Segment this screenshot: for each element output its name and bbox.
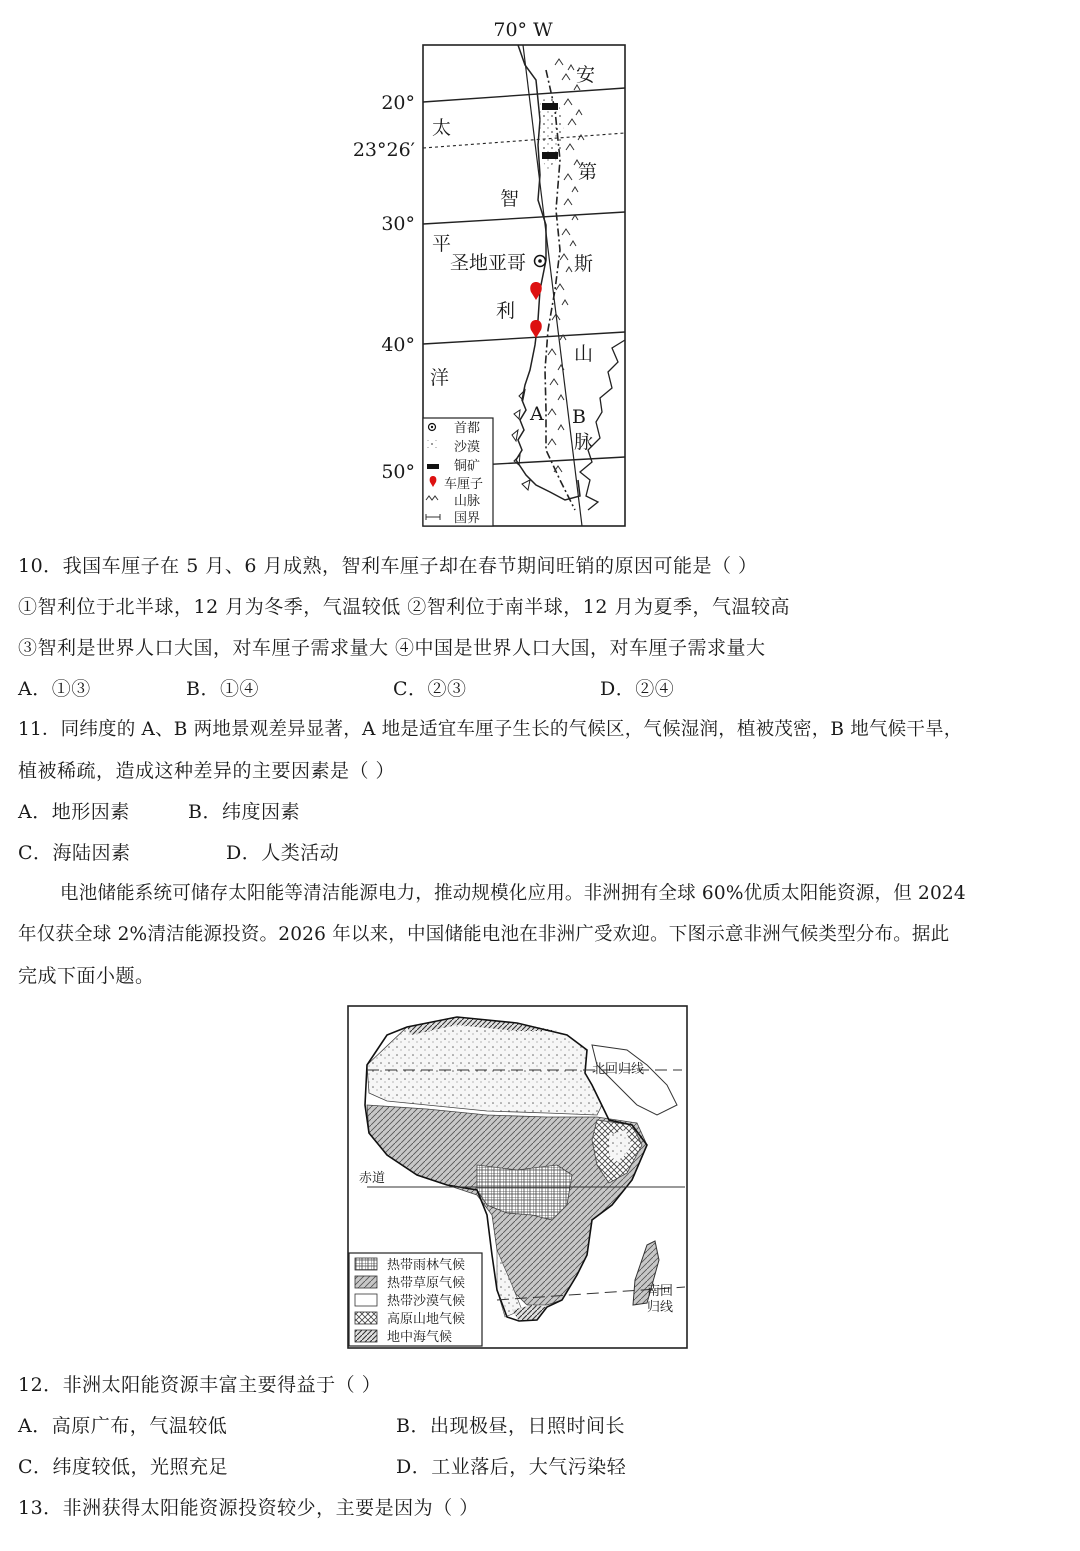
- capital-label: 圣地亚哥: [450, 252, 527, 274]
- copper-mine-2: [542, 152, 558, 159]
- q12-option-c[interactable]: C．纬度较低，光照充足: [18, 1456, 229, 1478]
- lat-label-tropic: 23°26′: [352, 139, 415, 161]
- q11-stem-line1: 11．同纬度的 A、B 两地景观差异显著，A 地是适宜车厘子生长的气候区，气候湿润，植被茂密，B 地气候干旱，: [18, 719, 963, 740]
- point-b-label: B: [572, 406, 586, 428]
- africa-legend: [349, 1253, 482, 1346]
- q10-stem: 10．我国车厘子在 5 月、6 月成熟，智利车厘子却在春节期间旺销的原因可能是（ ）: [18, 555, 758, 577]
- q10-statements-1: ①智利位于北半球，12 月为冬季，气温较低 ②智利位于南半球，12 月为夏季，气温较高: [18, 596, 790, 618]
- q10-option-a[interactable]: A．①③: [18, 678, 91, 700]
- lat-label-40: 40°: [381, 334, 415, 356]
- chile-legend: [423, 418, 493, 526]
- q11-stem-line2: 植被稀疏，造成这种差异的主要因素是（ ）: [18, 760, 396, 782]
- mountain-char-5: 脉: [574, 431, 594, 453]
- ocean-char-2: 平: [432, 233, 452, 255]
- q13-stem: 13．非洲获得太阳能资源投资较少，主要是因为（ ）: [18, 1497, 479, 1519]
- north-tropic-label: 北回归线: [592, 1062, 645, 1077]
- copper-mine-1: [542, 103, 558, 110]
- legend-desert-climate: 热带沙漠气候: [387, 1294, 466, 1309]
- q12-option-d[interactable]: D．工业落后，大气污染轻: [396, 1456, 627, 1478]
- q10-statements-2: ③智利是世界人口大国，对车厘子需求量大 ④中国是世界人口大国，对车厘子需求量大: [18, 637, 766, 659]
- q11-option-c[interactable]: C．海陆因素: [18, 842, 131, 864]
- legend-mediterranean: 地中海气候: [387, 1330, 453, 1345]
- equator-label: 赤道: [359, 1171, 386, 1186]
- passage-line-3: 完成下面小题。: [18, 965, 155, 987]
- passage-line-1: 电池储能系统可储存太阳能等清洁能源电力，推动规模化应用。非洲拥有全球 60%优质太阳能资源，但 2024: [60, 883, 966, 904]
- point-a-label: A: [530, 403, 544, 425]
- legend-desert: 沙漠: [454, 440, 481, 455]
- chile-map: [350, 10, 650, 535]
- legend-cherry: 车厘子: [444, 477, 484, 492]
- q12-option-a[interactable]: A．高原广布，气温较低: [18, 1415, 228, 1437]
- lat-label-20: 20°: [381, 92, 415, 114]
- legend-capital: 首都: [454, 421, 481, 436]
- ocean-char-3: 洋: [430, 367, 450, 389]
- ocean-char-extra: 利: [496, 300, 516, 322]
- mountain-char-1: 安: [576, 64, 596, 86]
- south-tropic-label-1: 南回: [647, 1284, 674, 1299]
- legend-highland: 高原山地气候: [387, 1312, 466, 1327]
- longitude-label: 70° W: [493, 19, 553, 41]
- africa-climate-map: [347, 1005, 688, 1349]
- q11-option-d[interactable]: D．人类活动: [226, 842, 340, 864]
- lat-label-50: 50°: [381, 461, 415, 483]
- legend-copper: 铜矿: [454, 459, 481, 474]
- q11-option-b[interactable]: B．纬度因素: [188, 801, 300, 823]
- ocean-char-1: 太: [432, 117, 452, 139]
- lat-label-30: 30°: [381, 213, 415, 235]
- q12-option-b[interactable]: B．出现极昼，日照时间长: [396, 1415, 625, 1437]
- legend-mountain: 山脉: [454, 494, 481, 509]
- country-char: 智: [500, 188, 520, 210]
- passage-line-2: 年仅获全球 2%清洁能源投资。2026 年以来，中国储能电池在非洲广受欢迎。下图示意非洲气候类型分布。据此: [18, 924, 950, 945]
- legend-rainforest: 热带雨林气候: [387, 1258, 466, 1273]
- mountain-char-3: 斯: [574, 253, 594, 275]
- q11-option-a[interactable]: A．地形因素: [18, 801, 130, 823]
- q12-stem: 12．非洲太阳能资源丰富主要得益于（ ）: [18, 1374, 382, 1396]
- mountain-char-4: 山: [574, 343, 594, 365]
- q10-option-b[interactable]: B．①④: [186, 678, 259, 700]
- legend-border: 国界: [454, 511, 481, 526]
- q10-option-c[interactable]: C．②③: [393, 678, 467, 700]
- south-tropic-label-2: 归线: [647, 1300, 674, 1315]
- mountain-char-2: 第: [578, 161, 598, 183]
- q10-option-d[interactable]: D．②④: [600, 678, 675, 700]
- legend-savanna: 热带草原气候: [387, 1276, 466, 1291]
